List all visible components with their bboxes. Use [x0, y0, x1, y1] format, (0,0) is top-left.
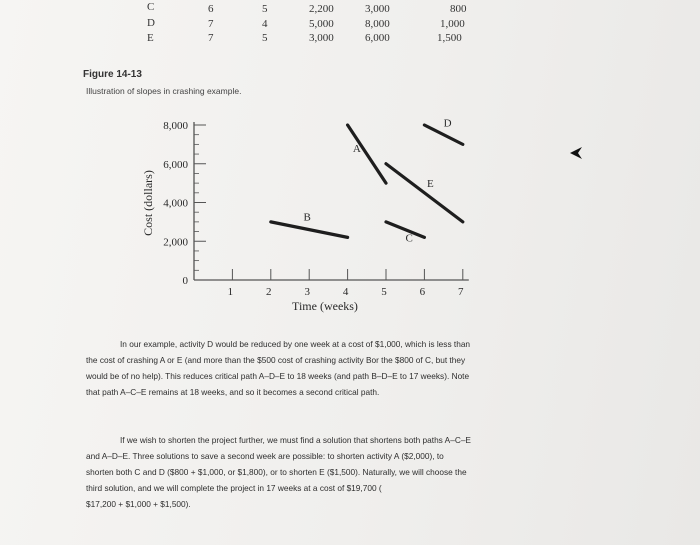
table-cell: 5	[262, 3, 268, 15]
y-tick-label: 4,000	[163, 197, 188, 210]
table-cell: 1,000	[440, 18, 465, 30]
table-cell: 8,000	[365, 18, 390, 30]
table-cell: 6,000	[365, 32, 390, 44]
x-tick-label: 1	[227, 286, 234, 298]
paragraph-line: would be of no help). This reduces critical path A–D–E to 18 weeks (and path B–D–E to 17 weeks). Note	[86, 371, 470, 381]
table-cell: 3,000	[309, 32, 334, 44]
x-tick-label: 4	[342, 286, 349, 298]
series-label: A	[352, 143, 361, 156]
series-line-e	[386, 164, 463, 222]
series-label: C	[405, 232, 413, 245]
table-cell: 2,200	[309, 3, 334, 15]
paragraph-2	[86, 432, 471, 512]
paragraph-line: and A–D–E. Three solutions to save a second week are possible: to shorten activity A ($2,000), to	[86, 451, 444, 461]
series-label: E	[427, 177, 434, 190]
y-tick-label: 8,000	[163, 120, 188, 132]
paragraph-line: If we wish to shorten the project further, we must find a solution that shortens both paths A–C–E	[120, 435, 471, 445]
y-tick-label: 0	[182, 275, 188, 287]
x-tick-label: 2	[266, 286, 272, 298]
x-tick-label: 5	[381, 286, 387, 298]
row-label: D	[147, 17, 155, 29]
y-axis-label: Cost (dollars)	[141, 170, 155, 236]
paragraph-line: shorten both C and D ($800 + $1,000, or $1,800), or to shorten E ($1,500). Naturally, we will choose the	[86, 467, 467, 477]
x-tick-label: 7	[458, 286, 464, 298]
row-label: C	[147, 1, 155, 13]
figure-label: Figure 14-13	[83, 69, 142, 80]
table-cell: 7	[208, 18, 214, 30]
table-cell: 5	[262, 32, 268, 44]
paragraph-line: the cost of crashing A or E (and more than the $500 cost of crashing activity Bor the $800 of C, but they	[86, 355, 466, 365]
mouse-cursor-icon	[569, 146, 583, 160]
series-line-b	[271, 222, 348, 238]
paragraph-line: third solution, and we will complete the project in 17 weeks at a cost of $19,700 (	[86, 483, 382, 493]
table-cell: 4	[262, 18, 268, 30]
row-label: E	[147, 32, 154, 44]
table-cell: 5,000	[309, 18, 334, 30]
table-cell: 3,000	[365, 3, 390, 15]
figure-caption: Illustration of slopes in crashing example.	[86, 86, 242, 96]
paragraph-1	[86, 336, 470, 400]
x-tick-label: 3	[304, 286, 310, 298]
table-cell: 7	[208, 32, 214, 44]
y-tick-label: 2,000	[163, 236, 188, 249]
series-label: D	[443, 117, 452, 130]
table-cell: 6	[208, 3, 214, 15]
paragraph-line: that path A–C–E remains at 18 weeks, and so it becomes a second critical path.	[86, 387, 380, 397]
paragraph-line: $17,200 + $1,000 + $1,500).	[86, 499, 191, 509]
table-cell: 800	[450, 3, 467, 15]
x-tick-label: 6	[419, 286, 426, 298]
y-tick-label: 6,000	[163, 158, 188, 171]
paragraph-line: In our example, activity D would be reduced by one week at a cost of $1,000, which is less than	[120, 339, 471, 349]
table-cell: 1,500	[437, 32, 462, 44]
x-axis-label: Time (weeks)	[292, 299, 358, 313]
series-label: B	[303, 211, 311, 224]
